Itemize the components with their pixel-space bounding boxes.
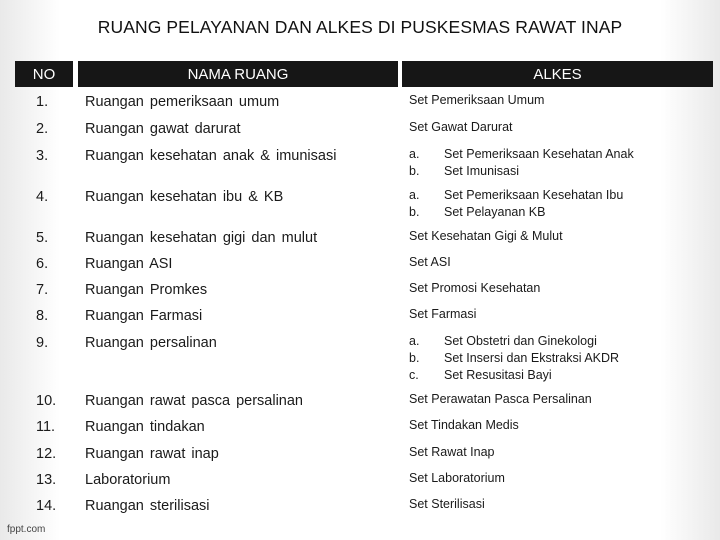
room-name: Ruangan kesehatan ibu & KB [85, 189, 284, 205]
equipment-item [409, 333, 619, 350]
equipment-item-text: Set Pelayanan KB [444, 205, 546, 219]
equipment-item [409, 367, 619, 384]
equipment-list [409, 417, 519, 434]
room-name: Ruangan gawat darurat [85, 121, 241, 137]
room-name: Ruangan sterilisasi [85, 498, 210, 514]
equipment-item-text: Set Pemeriksaan Kesehatan Ibu [444, 188, 624, 202]
equipment-list [409, 254, 451, 271]
row-number: 3. [36, 148, 49, 164]
room-name: Ruangan tindakan [85, 419, 205, 435]
equipment-item-text: Set ASI [409, 255, 451, 269]
equipment-list [409, 119, 513, 136]
row-number: 6. [36, 256, 49, 272]
row-number: 1. [36, 94, 49, 110]
row-number: 13. [36, 472, 57, 488]
equipment-item-text: Set Obstetri dan Ginekologi [444, 334, 597, 348]
equipment-item-letter: c. [409, 368, 419, 382]
room-name: Ruangan pemeriksaan umum [85, 94, 280, 110]
equipment-list [409, 306, 476, 323]
header-alkes: ALKES [402, 61, 713, 87]
equipment-item [409, 306, 476, 323]
header-no: NO [15, 61, 73, 87]
row-number: 2. [36, 121, 49, 137]
footer-watermark: fppt.com [7, 524, 46, 535]
equipment-list [409, 333, 619, 384]
equipment-item [409, 119, 513, 136]
equipment-list [409, 146, 634, 180]
equipment-item-letter: b. [409, 351, 420, 365]
equipment-item [409, 146, 634, 163]
row-number: 14. [36, 498, 57, 514]
room-name: Ruangan kesehatan gigi dan mulut [85, 230, 318, 246]
row-number: 12. [36, 446, 57, 462]
room-name: Ruangan Promkes [85, 282, 208, 298]
row-number: 10. [36, 393, 57, 409]
equipment-item-text: Set Insersi dan Ekstraksi AKDR [444, 351, 620, 365]
header-nama-ruang: NAMA RUANG [78, 61, 398, 87]
row-number: 5. [36, 230, 49, 246]
equipment-list [409, 444, 494, 461]
equipment-item-text: Set Imunisasi [444, 164, 520, 178]
room-name: Ruangan Farmasi [85, 308, 203, 324]
equipment-item [409, 350, 619, 367]
equipment-item [409, 470, 505, 487]
equipment-item-text: Set Pemeriksaan Umum [409, 93, 545, 107]
equipment-item [409, 496, 485, 513]
equipment-list [409, 391, 592, 408]
equipment-item-text: Set Kesehatan Gigi & Mulut [409, 229, 563, 243]
row-number: 8. [36, 308, 49, 324]
equipment-list [409, 496, 485, 513]
equipment-item [409, 280, 540, 297]
equipment-item-text: Set Gawat Darurat [409, 120, 513, 134]
row-number: 7. [36, 282, 49, 298]
room-name: Ruangan rawat pasca persalinan [85, 393, 303, 409]
equipment-item [409, 391, 592, 408]
room-name: Ruangan rawat inap [85, 446, 219, 462]
equipment-item-text: Set Sterilisasi [409, 497, 485, 511]
equipment-item-letter: a. [409, 334, 420, 348]
equipment-item-letter: b. [409, 164, 420, 178]
room-name: Laboratorium [85, 472, 171, 488]
equipment-item [409, 444, 494, 461]
equipment-item-text: Set Promosi Kesehatan [409, 281, 541, 295]
row-number: 11. [36, 419, 56, 435]
equipment-item [409, 417, 519, 434]
equipment-list [409, 470, 505, 487]
equipment-item-letter: b. [409, 205, 420, 219]
equipment-item-text: Set Perawatan Pasca Persalinan [409, 392, 592, 406]
equipment-item-text: Set Farmasi [409, 307, 477, 321]
equipment-list [409, 280, 540, 297]
equipment-item-text: Set Pemeriksaan Kesehatan Anak [444, 147, 634, 161]
equipment-item-text: Set Resusitasi Bayi [444, 368, 552, 382]
equipment-list [409, 92, 544, 109]
equipment-item [409, 187, 623, 204]
equipment-item [409, 92, 544, 109]
equipment-item-text: Set Tindakan Medis [409, 418, 519, 432]
equipment-item [409, 254, 451, 271]
equipment-item-text: Set Laboratorium [409, 471, 505, 485]
equipment-list [409, 228, 563, 245]
room-name: Ruangan persalinan [85, 335, 217, 351]
room-name: Ruangan kesehatan anak & imunisasi [85, 148, 337, 164]
equipment-item-letter: a. [409, 188, 420, 202]
row-number: 4. [36, 189, 49, 205]
equipment-item [409, 163, 634, 180]
equipment-item-text: Set Rawat Inap [409, 445, 495, 459]
equipment-item-letter: a. [409, 147, 420, 161]
page-title: RUANG PELAYANAN DAN ALKES DI PUSKESMAS RAWAT INAP [97, 17, 623, 37]
equipment-item [409, 204, 623, 221]
row-number: 9. [36, 335, 49, 351]
equipment-list [409, 187, 623, 221]
equipment-item [409, 228, 563, 245]
room-name: Ruangan ASI [85, 256, 173, 272]
